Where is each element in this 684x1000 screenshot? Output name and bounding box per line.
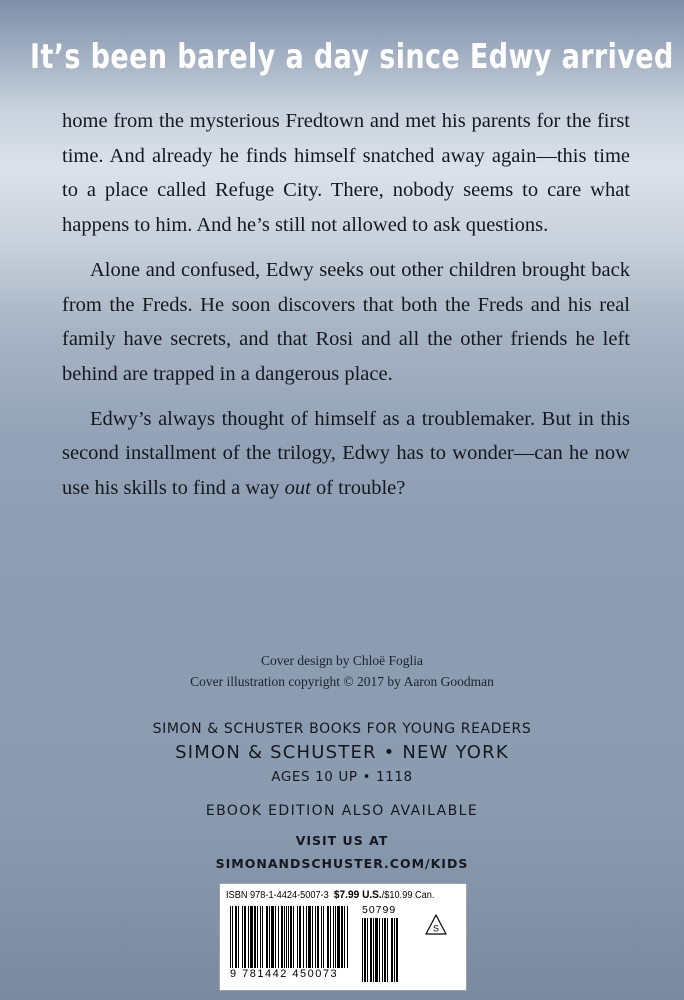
- main-barcode-bar: [275, 906, 276, 968]
- main-barcode-bar: [303, 906, 304, 968]
- price-us: $7.99 U.S.: [333, 889, 382, 901]
- website-link[interactable]: SIMONANDSCHUSTER.COM/KIDS: [215, 856, 469, 871]
- blurb-paragraph-3-text: Edwy’s always thought of himself as a troublemaker. But in this second installment of the trilogy, Edwy has to wonder—can he now use his skills to find a way: [62, 407, 630, 500]
- main-barcode-bar: [271, 906, 274, 968]
- main-barcode-bar: [306, 906, 307, 968]
- publisher-imprint: [0, 718, 684, 822]
- blurb-body: [62, 104, 630, 516]
- main-barcode-bar: [235, 906, 237, 968]
- main-barcode-bar: [327, 906, 329, 968]
- barcode-box: [219, 883, 467, 991]
- cover-credits: [0, 650, 684, 692]
- blurb-paragraph-3: [62, 402, 630, 506]
- main-barcode-bar: [293, 906, 294, 968]
- main-barcode-bar: [266, 906, 268, 968]
- addon-barcode-bar: [382, 918, 383, 982]
- blurb-paragraph-2: Alone and confused, Edwy seeks out other children brought back from the Freds. He soon discovers that both the Freds and his real family have secrets, and that Rosi and all the other friends he left behind are trapped in a dangerous place.: [62, 258, 630, 385]
- main-barcode-bar: [232, 906, 233, 968]
- main-barcode-bar: [257, 906, 258, 968]
- main-barcode-bar: [260, 906, 261, 968]
- addon-barcode-bar: [362, 918, 363, 982]
- addon-barcode-bar: [391, 918, 393, 982]
- isbn: ISBN 978-1-4424-5007-3: [226, 890, 329, 901]
- isbn-price-line: [226, 889, 443, 901]
- imprint-line-1: SIMON & SCHUSTER BOOKS FOR YOUNG READERS: [152, 721, 532, 737]
- main-barcode-bar: [315, 906, 316, 968]
- addon-barcode-bar: [387, 918, 388, 982]
- main-barcode-bar: [323, 906, 324, 968]
- addon-barcode-bar: [396, 918, 398, 982]
- main-barcode-bar: [297, 906, 298, 968]
- main-barcode-bar: [347, 906, 348, 968]
- main-barcode-bar: [242, 906, 243, 968]
- age-range: AGES 10 UP • 1118: [271, 769, 413, 785]
- addon-barcode-bar: [364, 918, 366, 982]
- addon-barcode-bar: [379, 918, 380, 982]
- main-barcode-bar: [244, 906, 246, 968]
- main-barcode-bar: [250, 906, 253, 968]
- main-barcode-bar: [330, 906, 331, 968]
- seal-letter: S: [432, 923, 440, 934]
- blurb-emphasis: out: [284, 477, 311, 500]
- main-barcode-bar: [335, 906, 336, 968]
- addon-code: 50799: [362, 904, 397, 916]
- addon-barcode-bar: [375, 918, 378, 982]
- main-barcode-bar: [321, 906, 322, 968]
- main-barcode-bar: [312, 906, 313, 968]
- main-barcode-bar: [278, 906, 279, 968]
- ebook-notice: EBOOK EDITION ALSO AVAILABLE: [205, 803, 479, 819]
- main-barcode-bar: [238, 906, 239, 968]
- cover-design-credit: Cover design by Chloë Foglia: [261, 653, 423, 668]
- main-barcode-bar: [286, 906, 287, 968]
- main-barcode: [230, 906, 358, 968]
- main-barcode-bar: [341, 906, 343, 968]
- headline: It’s been barely a day since Edwy arrived: [30, 38, 674, 77]
- addon-barcode: [362, 918, 412, 982]
- addon-barcode-bar: [384, 918, 386, 982]
- visit-us: [0, 829, 684, 875]
- addon-barcode-bar: [367, 918, 368, 982]
- main-barcode-bar: [290, 906, 292, 968]
- addon-barcode-bar: [373, 918, 374, 982]
- imprint-line-2: SIMON & SCHUSTER • NEW YORK: [175, 742, 509, 763]
- main-barcode-bar: [269, 906, 270, 968]
- main-barcode-bar: [248, 906, 249, 968]
- main-barcode-bar: [333, 906, 334, 968]
- barcode-digits: 9 781442 450073: [230, 968, 339, 980]
- blurb-paragraph-1: home from the mysterious Fredtown and met his parents for the first time. And already he finds himself snatched away again—this time to a place called Refuge City. There, nobody seems to care what happens to him. And he’s still not allowed to ask questions.: [62, 110, 630, 237]
- main-barcode-bar: [230, 906, 231, 968]
- price-can: /$10.99 Can.: [381, 890, 435, 901]
- main-barcode-bar: [284, 906, 285, 968]
- main-barcode-bar: [254, 906, 256, 968]
- main-barcode-bar: [317, 906, 319, 968]
- cover-illustration-credit: Cover illustration copyright © 2017 by Aaron Goodman: [190, 674, 494, 689]
- visit-us-label: VISIT US AT: [295, 833, 389, 848]
- main-barcode-bar: [308, 906, 311, 968]
- main-barcode-bar: [262, 906, 263, 968]
- main-barcode-bar: [288, 906, 289, 968]
- blurb-paragraph-3-end: of trouble?: [310, 477, 406, 500]
- addon-barcode-bar: [370, 918, 372, 982]
- main-barcode-bar: [281, 906, 283, 968]
- main-barcode-bar: [337, 906, 340, 968]
- main-barcode-bar: [344, 906, 345, 968]
- recycle-s-seal-icon: [425, 914, 447, 936]
- addon-barcode-bar: [394, 918, 395, 982]
- main-barcode-bar: [299, 906, 301, 968]
